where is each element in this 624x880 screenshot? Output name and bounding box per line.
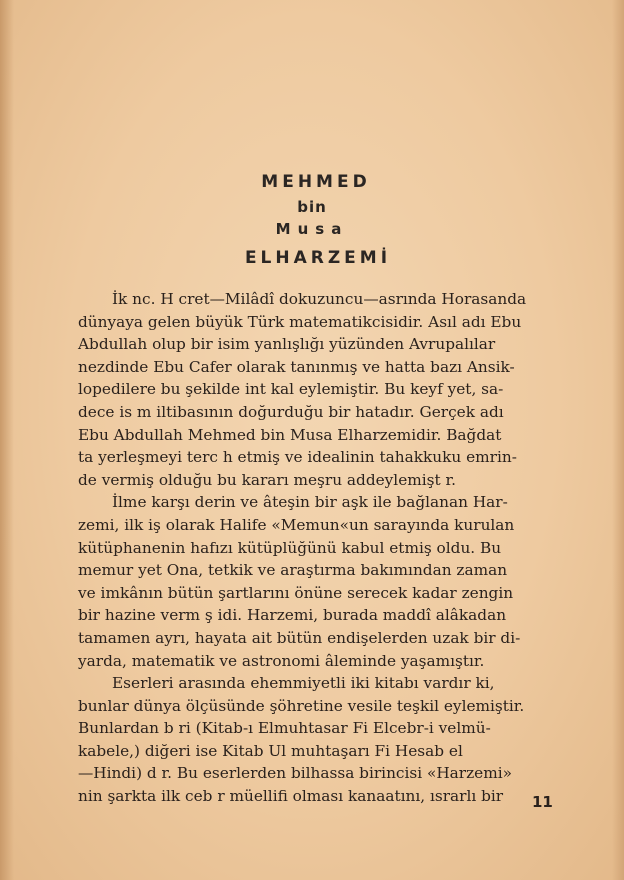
- text-line: ve imkânın bütün şartlarını önüne serecek kadar zengin: [78, 583, 514, 602]
- text-line: Ebu Abdullah Mehmed bin Musa Elharzemidir. Bağdat: [78, 425, 502, 444]
- page-number: 11: [532, 793, 553, 811]
- page-left-edge: [0, 0, 14, 880]
- text-line: Eserleri arasında ehemmiyetli iki kitabı vardır ki,: [112, 674, 495, 693]
- body-text: [78, 288, 552, 808]
- text-line: bunlar dünya ölçüsünde şöhretine vesile teşkil eylemiştir.: [78, 696, 525, 715]
- text-line: bir hazine verm ş idi. Harzemi, burada maddî alâkadan: [78, 606, 507, 625]
- text-line: İlme karşı derin ve âteşin bir aşk ile bağlanan Har-: [112, 493, 508, 512]
- text-line: memur yet Ona, tetkik ve araştırma bakımından zaman: [78, 561, 508, 580]
- text-line: tamamen ayrı, hayata ait bütün endişelerden uzak bir di-: [78, 628, 521, 647]
- text-line: zemi, ilk iş olarak Halife «Memun«un sarayında kurulan: [78, 515, 515, 534]
- title-father-name: Musa: [275, 220, 349, 238]
- text-line: de vermiş olduğu bu kararı meşru addeylemişt r.: [78, 470, 457, 489]
- title-bin: bin: [297, 198, 327, 216]
- text-line: dünyaya gelen büyük Türk matematikcisidir. Asıl adı Ebu: [78, 312, 522, 331]
- text-line: yarda, matematik ve astronomi âleminde yaşamıştır.: [78, 651, 485, 670]
- text-line: ta yerleşmeyi terc h etmiş ve idealinin tahakkuku emrin-: [78, 448, 517, 467]
- title-surname: ELHARZEMİ: [244, 248, 392, 268]
- text-line: Abdullah olup bir isim yanlışlığı yüzünden Avrupalılar: [78, 335, 496, 354]
- text-line: Bunlardan b ri (Kitab-ı Elmuhtasar Fi Elcebr-i velmü-: [78, 719, 491, 738]
- text-line: nezdinde Ebu Cafer olarak tanınmış ve hatta bazı Ansik-: [78, 357, 515, 376]
- text-line: dece is m iltibasının doğurduğu bir hatadır. Gerçek adı: [78, 402, 504, 421]
- text-line: —Hindi) d r. Bu eserlerden bilhassa birincisi «Harzemi»: [78, 764, 512, 783]
- text-line: nin şarkta ilk ceb r müellifi olması kanaatını, ısrarlı bir: [78, 787, 504, 806]
- text-line: lopedilere bu şekilde int kal eylemiştir. Bu keyf yet, sa-: [78, 380, 504, 399]
- title-name: MEHMED: [261, 172, 371, 192]
- text-line: kütüphanenin hafızı kütüplüğünü kabul etmiş oldu. Bu: [78, 538, 502, 557]
- text-line: İk nc. H cret—Milâdî dokuzuncu—asrında Horasanda: [112, 290, 527, 308]
- page-right-edge: [612, 0, 624, 880]
- text-line: kabele,) diğeri ise Kitab Ul muhtaşarı Fi Hesab el: [78, 741, 463, 760]
